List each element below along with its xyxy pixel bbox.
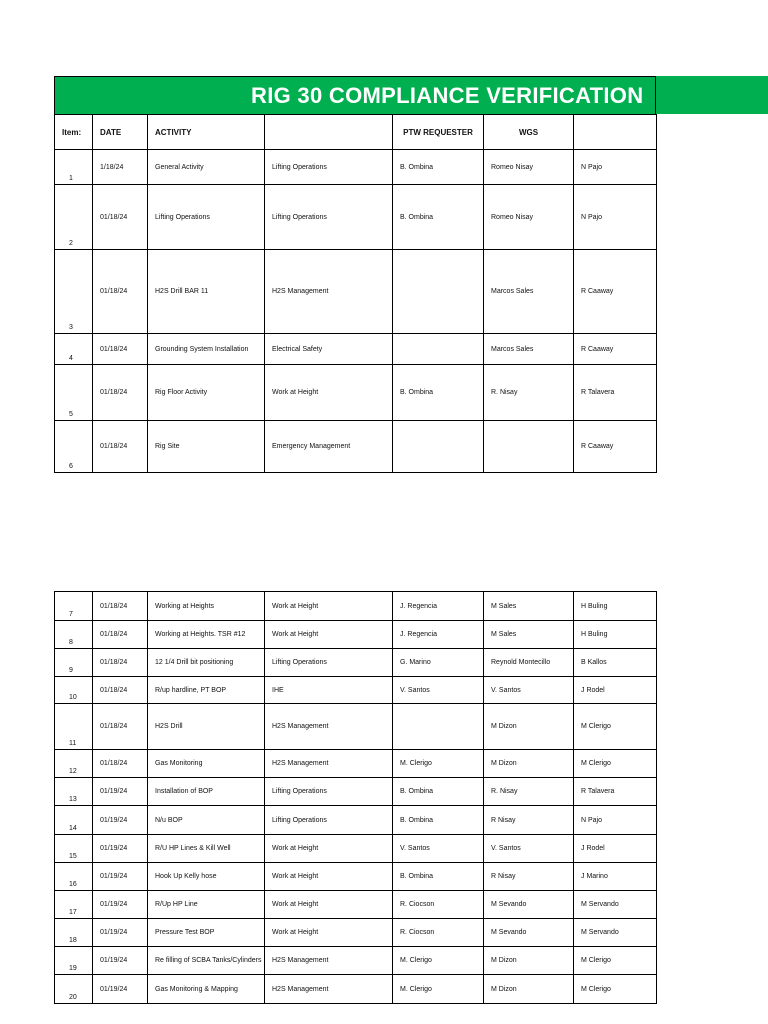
header-item: Item:: [55, 115, 93, 150]
wgs-cell: M Sales: [484, 621, 574, 649]
extra-cell: B Kallos: [574, 649, 657, 677]
date-cell: 01/18/24: [93, 592, 148, 621]
extra-cell: R Caaway: [574, 421, 657, 473]
ptw-requester-cell: B. Ombina: [393, 778, 484, 806]
wgs-cell: R Nisay: [484, 806, 574, 835]
date-cell: 01/19/24: [93, 947, 148, 975]
item-number: 17: [55, 891, 93, 919]
wgs-cell: V. Santos: [484, 835, 574, 863]
extra-cell: N Pajo: [574, 150, 657, 185]
date-cell: 01/19/24: [93, 806, 148, 835]
category-cell: H2S Management: [265, 250, 393, 334]
item-number: 6: [55, 421, 93, 473]
extra-cell: M Clerigo: [574, 750, 657, 778]
date-cell: 01/18/24: [93, 250, 148, 334]
category-cell: Work at Height: [265, 891, 393, 919]
table-row: [55, 891, 657, 919]
extra-cell: R Caaway: [574, 250, 657, 334]
category-cell: H2S Management: [265, 704, 393, 750]
ptw-requester-cell: J. Regencia: [393, 621, 484, 649]
item-number: 11: [55, 704, 93, 750]
date-cell: 01/18/24: [93, 649, 148, 677]
category-cell: Lifting Operations: [265, 778, 393, 806]
activity-cell: Re filling of SCBA Tanks/Cylinders: [148, 947, 265, 975]
item-number: 14: [55, 806, 93, 835]
compliance-table-bottom: [54, 591, 657, 1004]
category-cell: Lifting Operations: [265, 185, 393, 250]
item-number: 2: [55, 185, 93, 250]
category-cell: Emergency Management: [265, 421, 393, 473]
category-cell: Electrical Safety: [265, 334, 393, 365]
activity-cell: H2S Drill: [148, 704, 265, 750]
activity-cell: Grounding System Installation: [148, 334, 265, 365]
wgs-cell: M Dizon: [484, 704, 574, 750]
header-wgs: WGS: [484, 115, 574, 150]
table-row: [55, 250, 657, 334]
extra-cell: J Marino: [574, 863, 657, 891]
table-row: [55, 750, 657, 778]
item-number: 10: [55, 677, 93, 704]
page-title: RIG 30 COMPLIANCE VERIFICATION: [54, 76, 656, 114]
wgs-cell: M Dizon: [484, 947, 574, 975]
table-row: [55, 806, 657, 835]
activity-cell: Working at Heights. TSR #12: [148, 621, 265, 649]
item-number: 16: [55, 863, 93, 891]
date-cell: 01/18/24: [93, 365, 148, 421]
date-cell: 01/18/24: [93, 334, 148, 365]
category-cell: H2S Management: [265, 975, 393, 1004]
wgs-cell: [484, 421, 574, 473]
date-cell: 01/18/24: [93, 677, 148, 704]
wgs-cell: M Sevando: [484, 891, 574, 919]
activity-cell: 12 1/4 Drill bit positioning: [148, 649, 265, 677]
date-cell: 01/18/24: [93, 421, 148, 473]
extra-cell: M Servando: [574, 919, 657, 947]
extra-cell: H Buling: [574, 592, 657, 621]
compliance-table-top: [54, 114, 657, 473]
item-number: 12: [55, 750, 93, 778]
ptw-requester-cell: R. Ciocson: [393, 919, 484, 947]
category-cell: IHE: [265, 677, 393, 704]
date-cell: 01/19/24: [93, 778, 148, 806]
category-cell: Lifting Operations: [265, 150, 393, 185]
item-number: 19: [55, 947, 93, 975]
header-row: [55, 115, 657, 150]
activity-cell: Installation of BOP: [148, 778, 265, 806]
header-date: DATE: [93, 115, 148, 150]
wgs-cell: Romeo Nisay: [484, 150, 574, 185]
ptw-requester-cell: [393, 334, 484, 365]
table-row: [55, 835, 657, 863]
date-cell: 01/18/24: [93, 704, 148, 750]
wgs-cell: Marcos Sales: [484, 250, 574, 334]
table-row: [55, 421, 657, 473]
activity-cell: Hook Up Kelly hose: [148, 863, 265, 891]
ptw-requester-cell: B. Ombina: [393, 150, 484, 185]
extra-cell: R Talavera: [574, 365, 657, 421]
ptw-requester-cell: B. Ombina: [393, 365, 484, 421]
ptw-requester-cell: V. Santos: [393, 677, 484, 704]
wgs-cell: M Sevando: [484, 919, 574, 947]
ptw-requester-cell: B. Ombina: [393, 863, 484, 891]
category-cell: Work at Height: [265, 919, 393, 947]
table-row: [55, 150, 657, 185]
extra-cell: J Rodel: [574, 677, 657, 704]
ptw-requester-cell: [393, 421, 484, 473]
header-extra: [574, 115, 657, 150]
activity-cell: N/u BOP: [148, 806, 265, 835]
item-number: 4: [55, 334, 93, 365]
item-number: 13: [55, 778, 93, 806]
table-row: [55, 704, 657, 750]
item-number: 9: [55, 649, 93, 677]
ptw-requester-cell: M. Clerigo: [393, 947, 484, 975]
table-row: [55, 334, 657, 365]
date-cell: 01/18/24: [93, 185, 148, 250]
table-row: [55, 185, 657, 250]
date-cell: 1/18/24: [93, 150, 148, 185]
ptw-requester-cell: V. Santos: [393, 835, 484, 863]
date-cell: 01/19/24: [93, 891, 148, 919]
item-number: 8: [55, 621, 93, 649]
extra-cell: M Clerigo: [574, 975, 657, 1004]
wgs-cell: M Sales: [484, 592, 574, 621]
wgs-cell: R. Nisay: [484, 365, 574, 421]
ptw-requester-cell: [393, 704, 484, 750]
item-number: 20: [55, 975, 93, 1004]
activity-cell: H2S Drill BAR 11: [148, 250, 265, 334]
activity-cell: R/up hardline, PT BOP: [148, 677, 265, 704]
extra-cell: N Pajo: [574, 806, 657, 835]
category-cell: Lifting Operations: [265, 649, 393, 677]
wgs-cell: R Nisay: [484, 863, 574, 891]
date-cell: 01/19/24: [93, 863, 148, 891]
ptw-requester-cell: B. Ombina: [393, 806, 484, 835]
wgs-cell: M Dizon: [484, 750, 574, 778]
extra-cell: R Caaway: [574, 334, 657, 365]
activity-cell: Rig Floor Activity: [148, 365, 265, 421]
date-cell: 01/19/24: [93, 919, 148, 947]
ptw-requester-cell: G. Marino: [393, 649, 484, 677]
category-cell: H2S Management: [265, 750, 393, 778]
ptw-requester-cell: J. Regencia: [393, 592, 484, 621]
wgs-cell: V. Santos: [484, 677, 574, 704]
ptw-requester-cell: [393, 250, 484, 334]
item-number: 1: [55, 150, 93, 185]
extra-cell: M Servando: [574, 891, 657, 919]
date-cell: 01/18/24: [93, 621, 148, 649]
date-cell: 01/18/24: [93, 750, 148, 778]
item-number: 3: [55, 250, 93, 334]
item-number: 18: [55, 919, 93, 947]
ptw-requester-cell: M. Clerigo: [393, 750, 484, 778]
table-row: [55, 365, 657, 421]
category-cell: Work at Height: [265, 835, 393, 863]
table-row: [55, 919, 657, 947]
ptw-requester-cell: M. Clerigo: [393, 975, 484, 1004]
activity-cell: Working at Heights: [148, 592, 265, 621]
category-cell: H2S Management: [265, 947, 393, 975]
category-cell: Lifting Operations: [265, 806, 393, 835]
ptw-requester-cell: R. Ciocson: [393, 891, 484, 919]
date-cell: 01/19/24: [93, 975, 148, 1004]
wgs-cell: Reynold Montecillo: [484, 649, 574, 677]
date-cell: 01/19/24: [93, 835, 148, 863]
activity-cell: Lifting Operations: [148, 185, 265, 250]
wgs-cell: R. Nisay: [484, 778, 574, 806]
category-cell: Work at Height: [265, 592, 393, 621]
category-cell: Work at Height: [265, 863, 393, 891]
activity-cell: Gas Monitoring & Mapping: [148, 975, 265, 1004]
item-number: 7: [55, 592, 93, 621]
table-row: [55, 863, 657, 891]
activity-cell: General Activity: [148, 150, 265, 185]
table-row: [55, 621, 657, 649]
extra-cell: J Rodel: [574, 835, 657, 863]
activity-cell: Gas Monitoring: [148, 750, 265, 778]
activity-cell: Pressure Test BOP: [148, 919, 265, 947]
extra-cell: R Talavera: [574, 778, 657, 806]
activity-cell: Rig Site: [148, 421, 265, 473]
extra-cell: H Buling: [574, 621, 657, 649]
item-number: 15: [55, 835, 93, 863]
wgs-cell: Marcos Sales: [484, 334, 574, 365]
table-row: [55, 947, 657, 975]
header-activity: ACTIVITY: [148, 115, 265, 150]
table-row: [55, 592, 657, 621]
extra-cell: M Clerigo: [574, 947, 657, 975]
header-ptw-requester: PTW REQUESTER: [393, 115, 484, 150]
extra-cell: N Pajo: [574, 185, 657, 250]
header-category: [265, 115, 393, 150]
table-row: [55, 649, 657, 677]
extra-cell: M Clerigo: [574, 704, 657, 750]
activity-cell: R/Up HP Line: [148, 891, 265, 919]
category-cell: Work at Height: [265, 621, 393, 649]
category-cell: Work at Height: [265, 365, 393, 421]
ptw-requester-cell: B. Ombina: [393, 185, 484, 250]
wgs-cell: M Dizon: [484, 975, 574, 1004]
item-number: 5: [55, 365, 93, 421]
table-row: [55, 975, 657, 1004]
table-row: [55, 677, 657, 704]
table-row: [55, 778, 657, 806]
activity-cell: R/U HP Lines & Kill Well: [148, 835, 265, 863]
wgs-cell: Romeo Nisay: [484, 185, 574, 250]
